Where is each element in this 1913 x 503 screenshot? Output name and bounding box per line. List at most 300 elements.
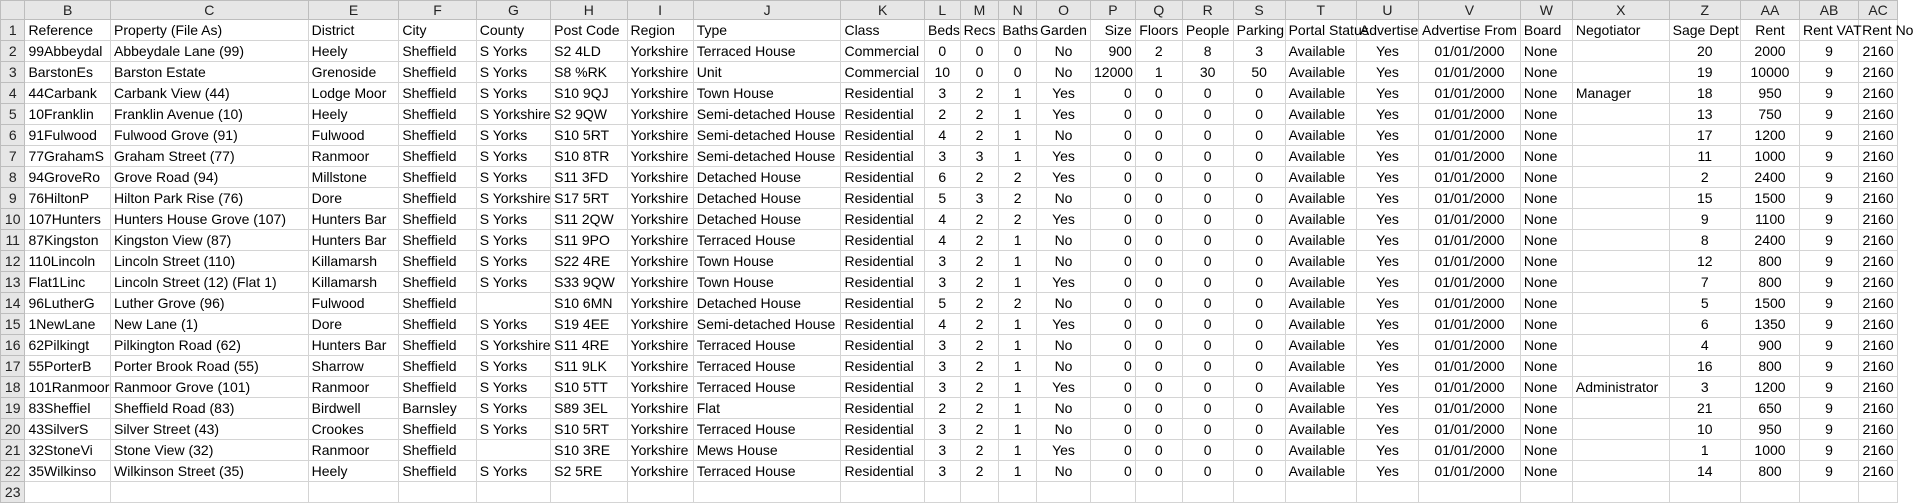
cell[interactable]: 0 (1233, 188, 1285, 209)
cell[interactable]: Administrator (1572, 377, 1669, 398)
cell[interactable]: 9 (1800, 293, 1859, 314)
cell[interactable]: S Yorks (476, 167, 550, 188)
cell[interactable]: 4 (1669, 335, 1740, 356)
cell[interactable]: 01/01/2000 (1419, 167, 1521, 188)
cell[interactable] (1572, 461, 1669, 482)
cell[interactable] (1572, 125, 1669, 146)
cell[interactable]: 12000 (1091, 62, 1136, 83)
cell[interactable]: Graham Street (77) (111, 146, 309, 167)
cell[interactable]: Lincoln Street (12) (Flat 1) (111, 272, 309, 293)
cell[interactable]: Available (1285, 41, 1356, 62)
cell[interactable]: Yes (1356, 398, 1418, 419)
cell[interactable]: 2 (960, 314, 999, 335)
cell[interactable]: No (1037, 125, 1091, 146)
cell[interactable]: 99Abbeydal (25, 41, 111, 62)
cell[interactable] (1572, 356, 1669, 377)
cell[interactable]: S Yorks (476, 41, 550, 62)
cell[interactable]: Available (1285, 440, 1356, 461)
cell[interactable] (1572, 209, 1669, 230)
cell[interactable] (476, 482, 550, 503)
cell[interactable]: Millstone (308, 167, 399, 188)
cell[interactable]: People (1182, 20, 1233, 41)
cell[interactable]: S22 4RE (551, 251, 627, 272)
cell[interactable]: S Yorks (476, 356, 550, 377)
cell[interactable]: None (1520, 41, 1572, 62)
cell[interactable]: S2 9QW (551, 104, 627, 125)
cell[interactable] (111, 482, 309, 503)
row-number[interactable]: 11 (1, 230, 25, 251)
cell[interactable]: 0 (1135, 440, 1182, 461)
column-header-s[interactable]: S (1233, 1, 1285, 20)
cell[interactable]: 3 (924, 83, 960, 104)
select-all-corner[interactable] (1, 1, 25, 20)
cell[interactable]: 2160 (1859, 314, 1898, 335)
cell[interactable]: Sheffield (399, 251, 476, 272)
cell[interactable]: 76HiltonP (25, 188, 111, 209)
cell[interactable]: S10 5RT (551, 125, 627, 146)
cell[interactable]: 01/01/2000 (1419, 314, 1521, 335)
cell[interactable]: 0 (1182, 272, 1233, 293)
cell[interactable]: 0 (1182, 188, 1233, 209)
cell[interactable]: None (1520, 62, 1572, 83)
cell[interactable]: 0 (1182, 146, 1233, 167)
cell[interactable]: 1000 (1740, 146, 1799, 167)
cell[interactable]: 0 (1182, 377, 1233, 398)
cell[interactable]: S Yorkshire (476, 188, 550, 209)
cell[interactable]: 900 (1740, 335, 1799, 356)
cell[interactable]: S10 3RE (551, 440, 627, 461)
cell[interactable]: 0 (1233, 356, 1285, 377)
cell[interactable]: 2 (960, 251, 999, 272)
cell[interactable]: Yorkshire (627, 167, 693, 188)
cell[interactable]: Yorkshire (627, 272, 693, 293)
cell[interactable]: Hunters Bar (308, 335, 399, 356)
cell[interactable]: 0 (1233, 461, 1285, 482)
cell[interactable]: Terraced House (693, 419, 841, 440)
cell[interactable]: Negotiator (1572, 20, 1669, 41)
cell[interactable]: 9 (1800, 230, 1859, 251)
cell[interactable]: Hunters Bar (308, 209, 399, 230)
cell[interactable]: 9 (1800, 125, 1859, 146)
cell[interactable]: 800 (1740, 251, 1799, 272)
column-header-i[interactable]: I (627, 1, 693, 20)
cell[interactable] (1669, 482, 1740, 503)
cell[interactable]: Available (1285, 377, 1356, 398)
cell[interactable]: Portal Status (1285, 20, 1356, 41)
cell[interactable]: Yes (1356, 146, 1418, 167)
cell[interactable]: Yes (1037, 377, 1091, 398)
cell[interactable]: No (1037, 293, 1091, 314)
cell[interactable]: 9 (1800, 335, 1859, 356)
cell[interactable]: Sheffield (399, 230, 476, 251)
cell[interactable]: 10Franklin (25, 104, 111, 125)
cell[interactable]: 3 (960, 146, 999, 167)
row-number[interactable]: 8 (1, 167, 25, 188)
cell[interactable]: 01/01/2000 (1419, 209, 1521, 230)
cell[interactable]: 3 (924, 356, 960, 377)
cell[interactable]: Sheffield (399, 440, 476, 461)
cell[interactable]: Terraced House (693, 335, 841, 356)
cell[interactable]: 2160 (1859, 83, 1898, 104)
row-number[interactable]: 12 (1, 251, 25, 272)
row-number[interactable]: 10 (1, 209, 25, 230)
cell[interactable]: 0 (1182, 230, 1233, 251)
cell[interactable]: 2400 (1740, 167, 1799, 188)
cell[interactable]: 1 (999, 335, 1037, 356)
cell[interactable] (1572, 41, 1669, 62)
cell[interactable]: 1000 (1740, 440, 1799, 461)
column-header-r[interactable]: R (1182, 1, 1233, 20)
cell[interactable]: Board (1520, 20, 1572, 41)
cell[interactable]: 01/01/2000 (1419, 377, 1521, 398)
cell[interactable]: 7 (1669, 272, 1740, 293)
cell[interactable]: 0 (1182, 293, 1233, 314)
cell[interactable]: Residential (841, 83, 925, 104)
cell[interactable] (1572, 230, 1669, 251)
cell[interactable]: Rent No (1859, 20, 1898, 41)
cell[interactable]: 0 (1182, 83, 1233, 104)
cell[interactable]: 0 (1135, 209, 1182, 230)
cell[interactable]: 55PorterB (25, 356, 111, 377)
cell[interactable]: Available (1285, 167, 1356, 188)
cell[interactable]: 10000 (1740, 62, 1799, 83)
cell[interactable]: 3 (924, 251, 960, 272)
cell[interactable]: 107Hunters (25, 209, 111, 230)
cell[interactable]: S Yorks (476, 398, 550, 419)
cell[interactable]: 0 (1135, 167, 1182, 188)
cell[interactable]: Yes (1037, 83, 1091, 104)
cell[interactable]: 0 (1135, 398, 1182, 419)
cell[interactable] (627, 482, 693, 503)
cell[interactable]: Sheffield (399, 125, 476, 146)
cell[interactable]: 0 (1182, 398, 1233, 419)
cell[interactable]: Residential (841, 230, 925, 251)
row-number[interactable]: 15 (1, 314, 25, 335)
cell[interactable]: No (1037, 461, 1091, 482)
row-number[interactable]: 6 (1, 125, 25, 146)
column-header-v[interactable]: V (1419, 1, 1521, 20)
cell[interactable]: 0 (1135, 146, 1182, 167)
cell[interactable]: 0 (1091, 125, 1136, 146)
cell[interactable]: 01/01/2000 (1419, 440, 1521, 461)
cell[interactable]: 01/01/2000 (1419, 62, 1521, 83)
cell[interactable]: 2160 (1859, 293, 1898, 314)
cell[interactable]: 2160 (1859, 356, 1898, 377)
cell[interactable]: S10 5RT (551, 419, 627, 440)
cell[interactable]: Barnsley (399, 398, 476, 419)
cell[interactable]: 0 (1135, 335, 1182, 356)
cell[interactable]: 0 (1091, 377, 1136, 398)
row-number[interactable]: 13 (1, 272, 25, 293)
cell[interactable]: 2160 (1859, 440, 1898, 461)
cell[interactable]: Available (1285, 104, 1356, 125)
cell[interactable]: 2 (960, 398, 999, 419)
cell[interactable]: Residential (841, 419, 925, 440)
cell[interactable]: 2 (999, 167, 1037, 188)
cell[interactable]: Dore (308, 188, 399, 209)
cell[interactable]: 0 (1091, 461, 1136, 482)
cell[interactable]: Fulwood Grove (91) (111, 125, 309, 146)
row-number[interactable]: 9 (1, 188, 25, 209)
cell[interactable]: None (1520, 272, 1572, 293)
cell[interactable]: 14 (1669, 461, 1740, 482)
column-header-f[interactable]: F (399, 1, 476, 20)
cell[interactable]: Recs (960, 20, 999, 41)
cell[interactable]: Yes (1356, 461, 1418, 482)
cell[interactable]: Available (1285, 293, 1356, 314)
cell[interactable]: 62Pilkingt (25, 335, 111, 356)
cell[interactable]: Fulwood (308, 125, 399, 146)
cell[interactable]: 9 (1669, 209, 1740, 230)
cell[interactable] (1419, 482, 1521, 503)
cell[interactable]: Porter Brook Road (55) (111, 356, 309, 377)
cell[interactable]: 18 (1669, 83, 1740, 104)
cell[interactable]: None (1520, 188, 1572, 209)
cell[interactable]: Available (1285, 356, 1356, 377)
cell[interactable]: No (1037, 230, 1091, 251)
cell[interactable] (1859, 482, 1898, 503)
cell[interactable] (924, 482, 960, 503)
cell[interactable]: Terraced House (693, 377, 841, 398)
cell[interactable] (1572, 314, 1669, 335)
cell[interactable]: Sheffield (399, 209, 476, 230)
cell[interactable] (25, 482, 111, 503)
cell[interactable] (960, 482, 999, 503)
cell[interactable]: 2160 (1859, 104, 1898, 125)
column-header-aa[interactable]: AA (1740, 1, 1799, 20)
cell[interactable]: 950 (1740, 83, 1799, 104)
cell[interactable]: Yorkshire (627, 356, 693, 377)
cell[interactable]: Sheffield (399, 335, 476, 356)
cell[interactable]: 35Wilkinso (25, 461, 111, 482)
cell[interactable]: Terraced House (693, 230, 841, 251)
cell[interactable]: Available (1285, 125, 1356, 146)
row-number[interactable]: 21 (1, 440, 25, 461)
cell[interactable]: 9 (1800, 356, 1859, 377)
cell[interactable]: Available (1285, 230, 1356, 251)
cell[interactable]: None (1520, 335, 1572, 356)
cell[interactable]: S Yorks (476, 125, 550, 146)
cell[interactable]: S Yorks (476, 377, 550, 398)
cell[interactable]: 2 (999, 188, 1037, 209)
cell[interactable]: Sheffield (399, 167, 476, 188)
cell[interactable]: 2 (960, 335, 999, 356)
cell[interactable]: Residential (841, 335, 925, 356)
cell[interactable]: Killamarsh (308, 251, 399, 272)
cell[interactable]: Available (1285, 146, 1356, 167)
cell[interactable]: Abbeydale Lane (99) (111, 41, 309, 62)
cell[interactable]: 0 (999, 62, 1037, 83)
cell[interactable]: 2 (1669, 167, 1740, 188)
cell[interactable]: Detached House (693, 167, 841, 188)
cell[interactable] (1572, 146, 1669, 167)
cell[interactable] (693, 482, 841, 503)
cell[interactable]: Yorkshire (627, 335, 693, 356)
cell[interactable]: 0 (1182, 251, 1233, 272)
cell[interactable]: Residential (841, 209, 925, 230)
cell[interactable]: 11 (1669, 146, 1740, 167)
cell[interactable]: 10 (924, 62, 960, 83)
cell[interactable]: Sheffield (399, 293, 476, 314)
cell[interactable] (476, 293, 550, 314)
cell[interactable]: Yes (1037, 146, 1091, 167)
cell[interactable] (1572, 272, 1669, 293)
cell[interactable]: 0 (1091, 167, 1136, 188)
cell[interactable]: 0 (1233, 209, 1285, 230)
column-header-t[interactable]: T (1285, 1, 1356, 20)
cell[interactable] (1572, 482, 1669, 503)
cell[interactable]: 0 (1233, 83, 1285, 104)
cell[interactable]: 0 (1135, 461, 1182, 482)
cell[interactable]: None (1520, 125, 1572, 146)
cell[interactable]: 9 (1800, 209, 1859, 230)
cell[interactable]: 1500 (1740, 293, 1799, 314)
cell[interactable]: 94GroveRo (25, 167, 111, 188)
row-number[interactable]: 3 (1, 62, 25, 83)
cell[interactable]: Yorkshire (627, 251, 693, 272)
cell[interactable]: 0 (1182, 356, 1233, 377)
cell[interactable]: Available (1285, 188, 1356, 209)
cell[interactable] (1233, 482, 1285, 503)
cell[interactable]: 3 (1233, 41, 1285, 62)
cell[interactable]: 9 (1800, 146, 1859, 167)
cell[interactable]: Post Code (551, 20, 627, 41)
cell[interactable]: 2000 (1740, 41, 1799, 62)
cell[interactable]: Birdwell (308, 398, 399, 419)
cell[interactable]: S Yorks (476, 83, 550, 104)
row-number[interactable]: 17 (1, 356, 25, 377)
cell[interactable]: None (1520, 293, 1572, 314)
cell[interactable]: Hilton Park Rise (76) (111, 188, 309, 209)
cell[interactable]: S10 6MN (551, 293, 627, 314)
cell[interactable]: 5 (924, 188, 960, 209)
cell[interactable]: 2 (960, 167, 999, 188)
cell[interactable]: 01/01/2000 (1419, 272, 1521, 293)
cell[interactable]: No (1037, 188, 1091, 209)
cell[interactable]: 0 (1182, 209, 1233, 230)
cell[interactable]: 1 (999, 251, 1037, 272)
cell[interactable]: 2160 (1859, 62, 1898, 83)
cell[interactable]: 91Fulwood (25, 125, 111, 146)
cell[interactable]: Baths (999, 20, 1037, 41)
cell[interactable]: Ranmoor (308, 146, 399, 167)
cell[interactable]: 0 (1091, 356, 1136, 377)
cell[interactable]: Yes (1037, 314, 1091, 335)
cell[interactable]: 1 (999, 314, 1037, 335)
cell[interactable] (1572, 104, 1669, 125)
cell[interactable]: 2160 (1859, 377, 1898, 398)
cell[interactable]: 2160 (1859, 146, 1898, 167)
cell[interactable]: Yes (1356, 293, 1418, 314)
cell[interactable]: 3 (924, 461, 960, 482)
column-header-p[interactable]: P (1091, 1, 1136, 20)
cell[interactable]: 9 (1800, 272, 1859, 293)
cell[interactable]: Ranmoor Grove (101) (111, 377, 309, 398)
cell[interactable]: 2160 (1859, 251, 1898, 272)
cell[interactable]: S11 9PO (551, 230, 627, 251)
row-number[interactable]: 18 (1, 377, 25, 398)
cell[interactable]: 1200 (1740, 125, 1799, 146)
cell[interactable]: Sheffield (399, 272, 476, 293)
cell[interactable] (476, 440, 550, 461)
cell[interactable] (1572, 251, 1669, 272)
cell[interactable]: County (476, 20, 550, 41)
cell[interactable]: Floors (1135, 20, 1182, 41)
cell[interactable]: 2400 (1740, 230, 1799, 251)
cell[interactable]: Residential (841, 125, 925, 146)
cell[interactable]: Sheffield (399, 146, 476, 167)
cell[interactable]: 01/01/2000 (1419, 335, 1521, 356)
cell[interactable]: 2160 (1859, 272, 1898, 293)
cell[interactable]: District (308, 20, 399, 41)
cell[interactable]: Heely (308, 461, 399, 482)
cell[interactable]: Residential (841, 440, 925, 461)
cell[interactable]: Sage Dept (1669, 20, 1740, 41)
cell[interactable]: None (1520, 377, 1572, 398)
cell[interactable]: 3 (924, 419, 960, 440)
cell[interactable]: 0 (1233, 314, 1285, 335)
column-header-g[interactable]: G (476, 1, 550, 20)
cell[interactable]: Franklin Avenue (10) (111, 104, 309, 125)
cell[interactable]: Grove Road (94) (111, 167, 309, 188)
cell[interactable]: 16 (1669, 356, 1740, 377)
cell[interactable]: 900 (1091, 41, 1136, 62)
cell[interactable]: 20 (1669, 41, 1740, 62)
cell[interactable]: S19 4EE (551, 314, 627, 335)
cell[interactable]: 2 (960, 104, 999, 125)
cell[interactable]: Yes (1356, 440, 1418, 461)
cell[interactable]: 2 (1135, 41, 1182, 62)
cell[interactable]: 0 (1091, 146, 1136, 167)
column-header-e[interactable]: E (308, 1, 399, 20)
cell[interactable]: 01/01/2000 (1419, 83, 1521, 104)
cell[interactable]: Rent VAT (1800, 20, 1859, 41)
cell[interactable]: 0 (1182, 419, 1233, 440)
cell[interactable]: 1 (999, 419, 1037, 440)
cell[interactable]: 9 (1800, 419, 1859, 440)
cell[interactable]: Yorkshire (627, 440, 693, 461)
cell[interactable]: 0 (1233, 335, 1285, 356)
cell[interactable]: 0 (1233, 104, 1285, 125)
cell[interactable]: Residential (841, 188, 925, 209)
cell[interactable]: 2 (960, 377, 999, 398)
cell[interactable]: 3 (960, 188, 999, 209)
cell[interactable]: 0 (1233, 251, 1285, 272)
cell[interactable]: 3 (924, 146, 960, 167)
cell[interactable]: 2 (960, 356, 999, 377)
cell[interactable]: Killamarsh (308, 272, 399, 293)
cell[interactable]: Residential (841, 293, 925, 314)
cell[interactable]: Yorkshire (627, 461, 693, 482)
cell[interactable]: S8 %RK (551, 62, 627, 83)
cell[interactable]: Available (1285, 62, 1356, 83)
cell[interactable]: S Yorks (476, 209, 550, 230)
cell[interactable]: 3 (924, 440, 960, 461)
cell[interactable]: S17 5RT (551, 188, 627, 209)
cell[interactable]: Town House (693, 251, 841, 272)
column-header-l[interactable]: L (924, 1, 960, 20)
cell[interactable]: Yorkshire (627, 377, 693, 398)
cell[interactable]: Manager (1572, 83, 1669, 104)
cell[interactable]: S10 8TR (551, 146, 627, 167)
cell[interactable]: 2 (999, 209, 1037, 230)
cell[interactable]: 96LutherG (25, 293, 111, 314)
cell[interactable]: None (1520, 146, 1572, 167)
cell[interactable]: None (1520, 419, 1572, 440)
cell[interactable]: 800 (1740, 461, 1799, 482)
cell[interactable]: Yorkshire (627, 293, 693, 314)
cell[interactable]: 15 (1669, 188, 1740, 209)
